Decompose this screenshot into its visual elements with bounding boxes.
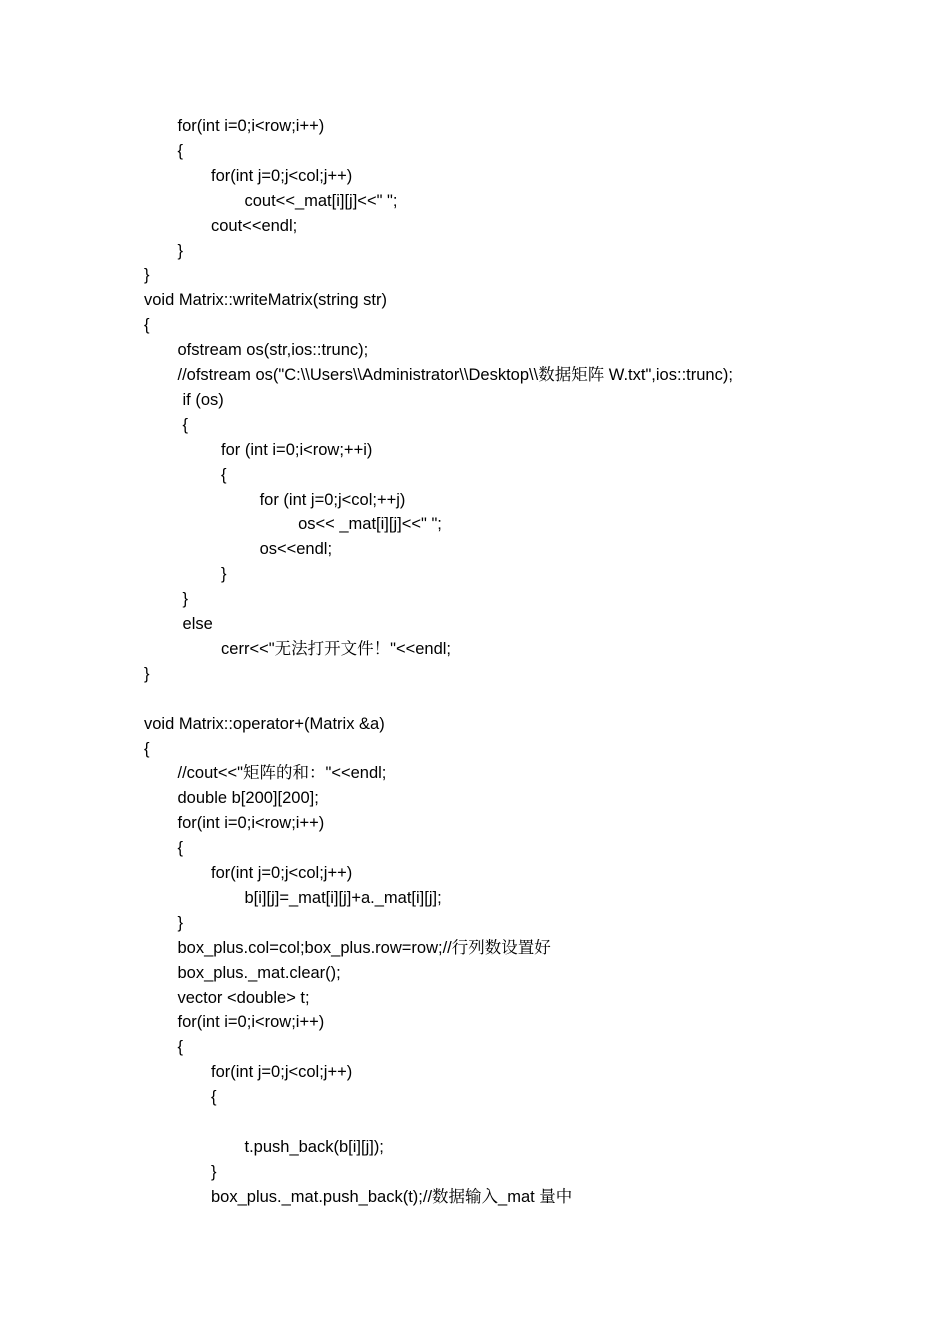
code-line: for(int i=0;i<row;i++) xyxy=(177,117,325,135)
code-line: void Matrix::operator+(Matrix &a) xyxy=(144,714,385,733)
code-line: for(int i=0;i<row;i++) xyxy=(177,814,325,833)
code-line: cout<<_mat[i][j]<<" "; xyxy=(244,191,398,210)
code-line: cerr<<"无法打开文件！"<<endl; xyxy=(221,639,451,658)
code-line: } xyxy=(177,913,184,932)
code-line: box_plus.col=col;box_plus.row=row;//行列数设置好 xyxy=(177,938,551,957)
code-line: box_plus._mat.clear(); xyxy=(177,963,341,982)
code-line: for(int j=0;j<col;j++) xyxy=(211,1063,353,1082)
code-line: } xyxy=(144,266,150,285)
code-line: for(int j=0;j<col;j++) xyxy=(211,166,353,185)
code-line: { xyxy=(177,1038,184,1057)
code-line: { xyxy=(182,415,189,434)
code-line: cout<<endl; xyxy=(211,216,298,235)
code-line: for (int j=0;j<col;++j) xyxy=(259,490,406,509)
code-line: void Matrix::writeMatrix(string str) xyxy=(144,291,387,310)
code-line: vector <double> t; xyxy=(177,988,310,1007)
code-line: else xyxy=(182,615,213,633)
code-line: { xyxy=(144,316,150,335)
code-line: t.push_back(b[i][j]); xyxy=(244,1137,384,1156)
code-line: //cout<<"矩阵的和："<<endl; xyxy=(177,764,387,783)
code-line: } xyxy=(182,590,189,609)
code-line: } xyxy=(144,664,150,683)
code-line: //ofstream os("C:\\Users\\Administrator\\Desktop\\数据矩阵 W.txt",ios::trunc); xyxy=(177,366,733,384)
code-line: ofstream os(str,ios::trunc); xyxy=(177,341,369,360)
code-line: } xyxy=(221,565,227,584)
code-line: } xyxy=(177,241,184,260)
code-line: os<<endl; xyxy=(259,540,333,559)
code-line: { xyxy=(211,1088,217,1107)
code-line: os<< _mat[i][j]<<" "; xyxy=(298,515,442,534)
code-line: box_plus._mat.push_back(t);//数据输入_mat 量中 xyxy=(211,1187,573,1206)
code-line: for(int i=0;i<row;i++) xyxy=(177,1013,325,1032)
code-line: double b[200][200]; xyxy=(177,789,319,808)
code-line: { xyxy=(221,465,227,484)
code-line: b[i][j]=_mat[i][j]+a._mat[i][j]; xyxy=(244,888,442,907)
code-line: } xyxy=(211,1162,217,1181)
code-line: { xyxy=(177,839,184,858)
code-line: if (os) xyxy=(182,390,224,409)
code-line: for(int j=0;j<col;j++) xyxy=(211,864,353,882)
code-line: for (int i=0;i<row;++i) xyxy=(221,440,373,459)
code-line: { xyxy=(144,739,150,758)
code-line: { xyxy=(177,141,184,160)
